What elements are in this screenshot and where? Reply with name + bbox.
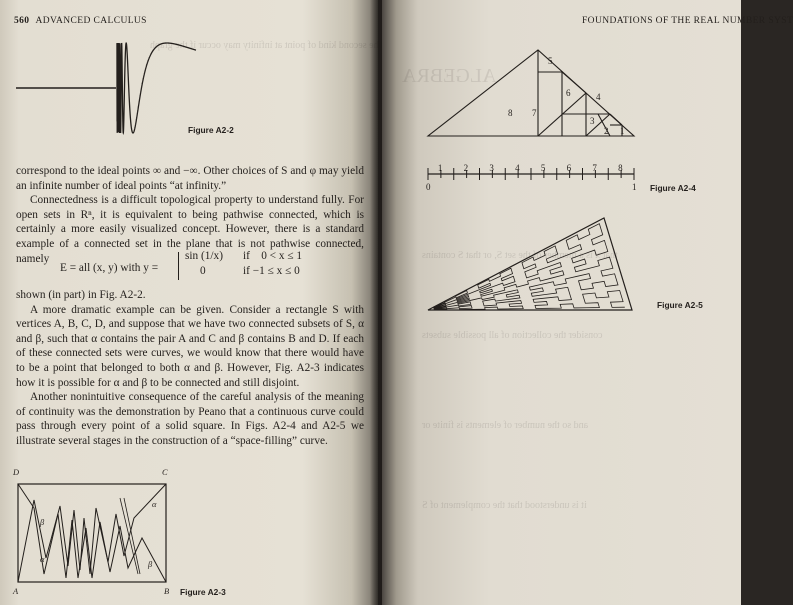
scale-top-label: 1 [437, 163, 443, 173]
figure-a2-3-label-b: B [164, 587, 170, 596]
scale-top-label: 3 [489, 163, 494, 173]
bleed-through-right-3: consider the collection of all possible subsets [422, 330, 603, 341]
triangle-region-label: 2 [604, 126, 609, 136]
scale-top-label: 8 [618, 163, 623, 173]
figure-a2-3-label-c: C [162, 468, 168, 477]
bleed-through-right-2: that x is a member of the set S, or that S contains [422, 250, 618, 261]
paragraph-4: A more dramatic example can be given. Consider a rectangle S with vertices A, B, C, D, and suppose that we have two connected subsets of S, α and β, such that α contains the pair A and C and β contains B and D. If each of these connected sets were curves, we would know that there would have to be a point that belonged to both α and β. However, Fig. A2-3 indicates how it is possible for α and β to be connected and still disjoint. [16, 303, 364, 389]
scale-top-label: 4 [515, 163, 520, 173]
bleed-through-left: The second kind of point at infinity may occur if the graph [150, 40, 385, 51]
paragraph-5: Another nonintuitive consequence of the careful analysis of the meaning of continuity was the demonstration by Peano that a continuous curve could pass through every point of a solid square. In Figs. A2-4 and A2-5 we illustrate several stages in the construction of a “space-filling” curve. [16, 391, 364, 447]
triangle-region-label: 8 [508, 108, 513, 118]
triangle-region-label: 1 [620, 126, 625, 136]
scale-top-label: 6 [566, 163, 572, 173]
right-running-head: FOUNDATIONS OF THE REAL NUMBER SYST [582, 16, 793, 26]
figure-a2-2-graph [16, 38, 206, 138]
right-page [382, 0, 793, 605]
left-body-text-2 [16, 288, 364, 449]
bleed-through-right-4: and so the number of elements is finite or [422, 420, 589, 431]
figure-a2-3-label-alpha-2: α [152, 500, 157, 509]
triangle-region-label: 7 [532, 108, 537, 118]
scale-top-label: 2 [463, 163, 469, 173]
triangle-region-label: 3 [590, 116, 595, 126]
equation-row2-cond: if −1 ≤ x ≤ 0 [243, 265, 300, 277]
figure-a2-3-label-beta-2: β [148, 560, 153, 569]
figure-a2-3-caption: Figure A2-3 [180, 587, 226, 597]
figure-a2-3-label-d: D [13, 468, 20, 477]
figure-a2-5-space-filling-curve [426, 214, 641, 314]
scale-endpoint-label: 0 [426, 182, 431, 192]
left-running-head [14, 16, 147, 26]
scale-endpoint-label: 1 [632, 182, 637, 192]
bleed-through-right-1: ALGEBRA [402, 65, 497, 87]
figure-a2-4-scale [426, 162, 641, 192]
paragraph-3: shown (in part) in Fig. A2-2. [16, 289, 146, 301]
paragraph-2: Connectedness is a difficult topological property to understand fully. For open sets in Rⁿ, it is equivalent to being pathwise connected, which is certainly a more easily visualized concept. However, there is a standard example of a connected set in the plane that is not pathwise connected, namely [16, 194, 364, 265]
figure-a2-3-label-beta-1: β [40, 518, 45, 527]
paragraph-1: correspond to the ideal points ∞ and −∞. Other choices of S and φ may yield an infinite number of ideal points “at infinity.” [16, 165, 364, 192]
figure-a2-3-diagram [12, 478, 172, 588]
equation-row2-expr: 0 [200, 265, 206, 277]
triangle-region-label: 5 [548, 56, 553, 66]
equation-row1-cond: if 0 < x ≤ 1 [243, 250, 303, 262]
equation-row1-expr: sin (1/x) [185, 250, 223, 262]
figure-a2-4-caption: Figure A2-4 [650, 183, 696, 193]
figure-a2-3-label-a: A [13, 587, 19, 596]
equation-brace [178, 252, 179, 280]
left-page [0, 0, 385, 605]
triangle-region-label: 4 [596, 92, 601, 102]
scale-top-label: 5 [540, 163, 546, 173]
bleed-through-right-5: it is understood that the complement of S [422, 500, 587, 511]
book-title: ADVANCED CALCULUS [35, 16, 147, 26]
figure-a2-2-caption: Figure A2-2 [188, 125, 234, 135]
figure-a2-5-caption: Figure A2-5 [657, 300, 703, 310]
scale-top-label: 7 [592, 163, 597, 173]
page-number: 560 [14, 16, 30, 26]
triangle-region-label: 6 [566, 88, 571, 98]
equation-lhs: E = all (x, y) with y = [60, 262, 159, 274]
figure-a2-3-label-alpha-1: α [40, 555, 45, 564]
